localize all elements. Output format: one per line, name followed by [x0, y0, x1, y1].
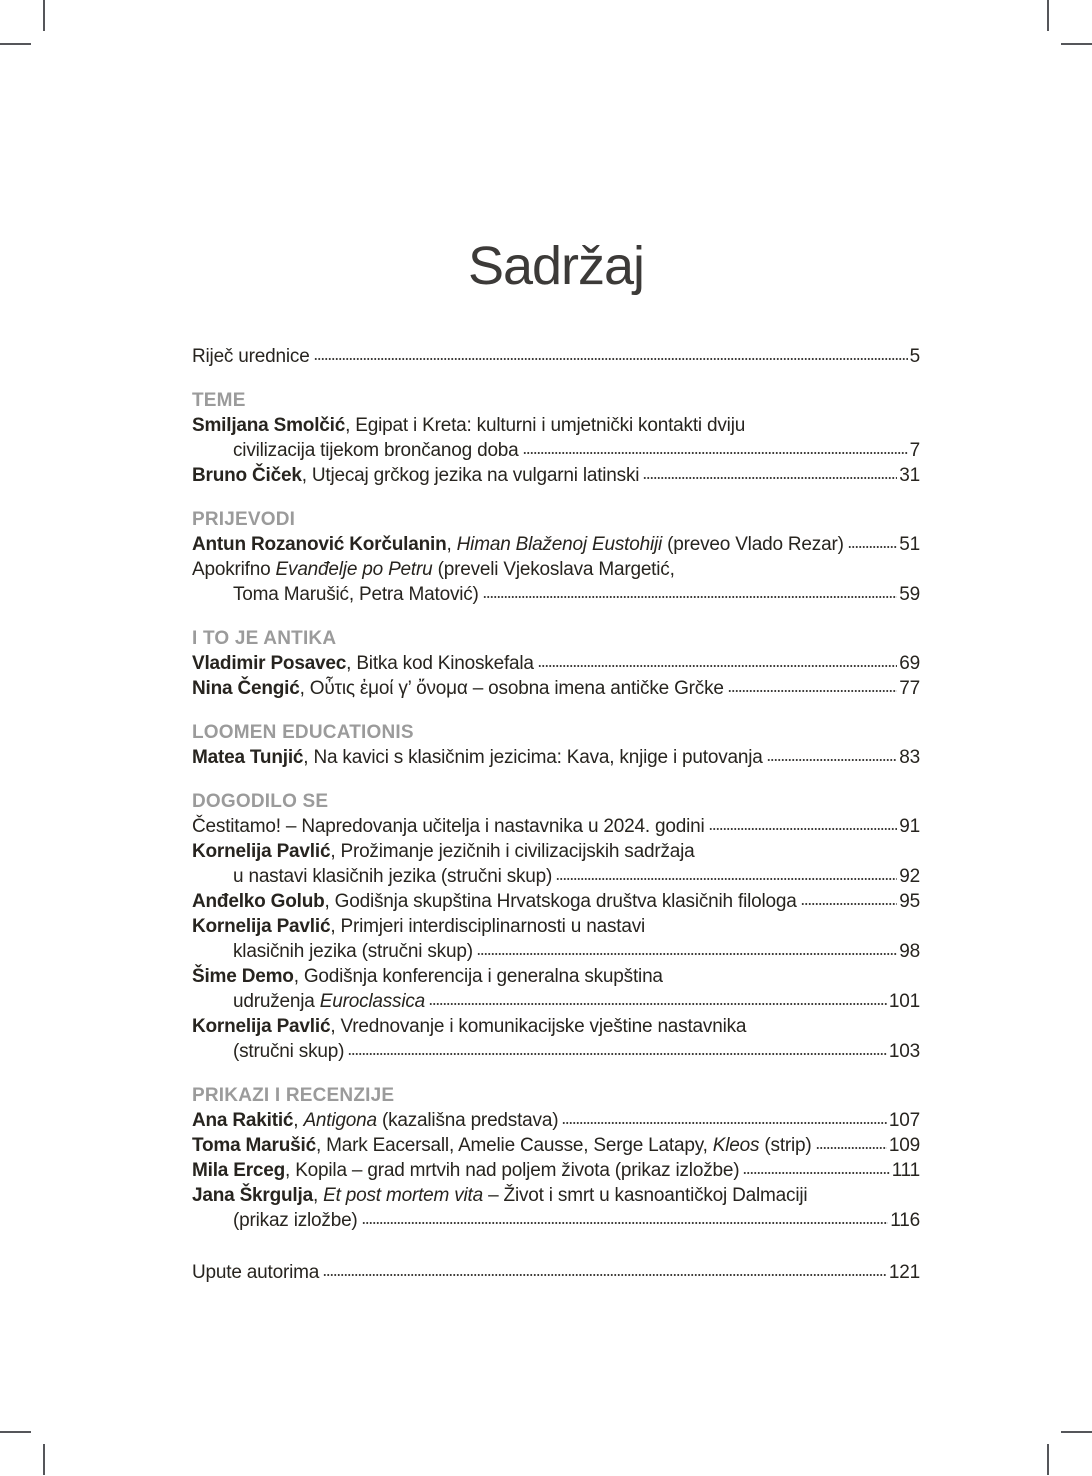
entry-author-segment: Ana Rakitić: [192, 1110, 294, 1131]
entry-text-segment: , Primjeri interdisciplinarnosti u nastavi: [330, 916, 646, 937]
crop-mark-bottom-right-vertical: [1047, 1444, 1049, 1475]
page-title: Sadržaj: [467, 236, 645, 296]
dot-leader: [348, 1052, 887, 1056]
section-heading: PRIJEVODI: [192, 509, 296, 530]
page-number: 111: [891, 1160, 920, 1181]
toc-entry-line: [192, 463, 920, 488]
entry-author-segment: Šime Demo: [192, 966, 294, 987]
toc-section: [192, 344, 920, 369]
entry-text-segment: udruženja: [233, 991, 320, 1012]
entry-text: [192, 532, 844, 557]
crop-mark-bottom-left-vertical: [43, 1444, 45, 1475]
dot-leader: [743, 1171, 889, 1175]
entry-text-segment: ,: [293, 1110, 304, 1131]
page-number: 103: [888, 1041, 920, 1062]
crop-mark-bottom-right-horizontal: [1061, 1431, 1092, 1433]
dot-leader: [709, 827, 898, 831]
entry-text-segment: (preveo Vlado Rezar): [662, 534, 844, 555]
page-number: 83: [899, 747, 920, 768]
entry-text-segment: , Godišnja konferencija i generalna skupština: [293, 966, 663, 987]
toc-entry-line: [192, 814, 920, 839]
entry-text-segment: , Na kavici s klasičnim jezicima: Kava, knjige i putovanja: [303, 747, 763, 768]
entry-text: [192, 1108, 558, 1133]
entry-text: [192, 1133, 812, 1158]
dot-leader: [429, 1002, 887, 1006]
toc-entry-line: [192, 989, 920, 1014]
section-heading: LOOMEN EDUCATIONIS: [192, 722, 414, 743]
entry-author-segment: Kornelija Pavlić: [192, 841, 331, 862]
dot-leader: [643, 476, 897, 480]
entry-text-segment: , Kopila – grad mrtvih nad poljem života (prikaz izložbe): [285, 1160, 740, 1181]
page-number: 51: [899, 534, 920, 555]
entry-author-segment: Toma Marušić: [192, 1135, 316, 1156]
crop-mark-top-right-horizontal: [1061, 43, 1092, 45]
dot-leader: [323, 1273, 887, 1277]
entry-italic-title-segment: Evanđelje po Petru: [275, 559, 433, 580]
toc-entry-line: [192, 557, 920, 582]
toc-entry-line: [192, 745, 920, 770]
entry-text-segment: Toma Marušić, Petra Matović): [233, 584, 479, 605]
entry-text-segment: Riječ urednice: [192, 346, 310, 367]
page-number: 98: [899, 941, 920, 962]
entry-text-segment: Upute autorima: [192, 1262, 320, 1283]
toc-entry-line: [192, 676, 920, 701]
toc-entry-line: [192, 1039, 920, 1064]
toc-entry-line: [192, 1133, 920, 1158]
entry-text: [192, 1183, 807, 1208]
entry-author-segment: Kornelija Pavlić: [192, 1016, 331, 1037]
entry-italic-title-segment: Euroclassica: [319, 991, 426, 1012]
page-number: 92: [899, 866, 920, 887]
page-number: 7: [909, 440, 920, 461]
entry-text-segment: (kazališna predstava): [376, 1110, 559, 1131]
toc-entry-line: [192, 1014, 920, 1039]
entry-text-segment: Apokrifno: [192, 559, 276, 580]
toc-entry-line: [192, 914, 920, 939]
toc-entry-line: [192, 839, 920, 864]
entry-text: [192, 814, 705, 839]
entry-author-segment: Bruno Čiček: [192, 465, 302, 486]
entry-text: [192, 914, 645, 939]
dot-leader: [556, 877, 897, 881]
entry-author-segment: Antun Rozanović Korčulanin: [192, 534, 447, 555]
entry-author-segment: Matea Tunjić: [192, 747, 304, 768]
toc-entry-line: [192, 1208, 920, 1233]
entry-author-segment: Smiljana Smolčić: [192, 415, 346, 436]
entry-italic-title-segment: Antigona: [303, 1110, 377, 1131]
toc-entry-line: [192, 438, 920, 463]
entry-text: [233, 438, 519, 463]
page-number: 101: [888, 991, 920, 1012]
entry-text-segment: , Godišnja skupština Hrvatskoga društva klasičnih filologa: [324, 891, 797, 912]
entry-text: [192, 1260, 319, 1285]
page-number: 5: [909, 346, 920, 367]
toc-section: [192, 789, 920, 1064]
entry-author-segment: Mila Erceg: [192, 1160, 286, 1181]
dot-leader: [728, 689, 898, 693]
entry-text: [233, 989, 425, 1014]
page-number: 59: [899, 584, 920, 605]
entry-text-segment: ,: [446, 534, 457, 555]
toc-entry-line: [192, 582, 920, 607]
entry-text-segment: , Vrednovanje i komunikacijske vještine nastavnika: [330, 1016, 747, 1037]
dot-leader: [848, 545, 898, 549]
entry-text: [233, 939, 473, 964]
entry-text-segment: , Egipat i Kreta: kulturni i umjetnički kontakti dviju: [345, 415, 746, 436]
crop-mark-top-right-vertical: [1047, 0, 1049, 31]
entry-italic-title-segment: Kleos: [712, 1135, 760, 1156]
entry-text-segment: (strip): [759, 1135, 812, 1156]
entry-author-segment: Anđelko Golub: [192, 891, 325, 912]
page-content: [192, 238, 920, 1285]
page-number: 109: [888, 1135, 920, 1156]
toc-section: [192, 1083, 920, 1233]
entry-text: [192, 745, 763, 770]
dot-leader: [538, 664, 897, 668]
entry-text-segment: civilizacija tijekom brončanog doba: [233, 440, 519, 461]
entry-text: [233, 864, 552, 889]
entry-text: [192, 964, 663, 989]
entry-italic-title-segment: Himan Blaženoj Eustohiji: [456, 534, 663, 555]
toc-section: [192, 388, 920, 488]
entry-italic-title-segment: Et post mortem vita: [323, 1185, 484, 1206]
dot-leader: [362, 1221, 889, 1225]
toc: [192, 344, 920, 1285]
entry-text: [192, 413, 745, 438]
entry-text: [233, 1039, 344, 1064]
entry-text: [192, 651, 534, 676]
entry-text-segment: u nastavi klasičnih jezika (stručni skup): [233, 866, 553, 887]
entry-text-segment: , Bitka kod Kinoskefala: [346, 653, 534, 674]
page-number: 77: [899, 678, 920, 699]
entry-author-segment: Nina Čengić: [192, 678, 300, 699]
toc-entry-line: [192, 1260, 920, 1285]
entry-author-segment: Vladimir Posavec: [192, 653, 347, 674]
toc-section: [192, 1260, 920, 1285]
dot-leader: [523, 451, 908, 455]
crop-mark-top-left-horizontal: [0, 43, 31, 45]
crop-mark-bottom-left-horizontal: [0, 1431, 31, 1433]
entry-text-segment: (stručni skup): [233, 1041, 345, 1062]
dot-leader: [562, 1121, 887, 1125]
toc-entry-line: [192, 939, 920, 964]
entry-text-segment: (preveli Vjekoslava Margetić,: [432, 559, 675, 580]
toc-entry-line: [192, 864, 920, 889]
toc-entry-line: [192, 344, 920, 369]
page-number: 91: [899, 816, 920, 837]
section-heading: TEME: [192, 390, 246, 411]
section-heading: PRIKAZI I RECENZIJE: [192, 1085, 395, 1106]
toc-entry-line: [192, 889, 920, 914]
entry-text: [192, 839, 695, 864]
page-number: 107: [888, 1110, 920, 1131]
dot-leader: [477, 952, 897, 956]
entry-text-segment: klasičnih jezika (stručni skup): [233, 941, 473, 962]
entry-text-segment: – Život i smrt u kasnoantičkoj Dalmaciji: [483, 1185, 808, 1206]
entry-author-segment: Kornelija Pavlić: [192, 916, 331, 937]
page-number: 121: [888, 1262, 920, 1283]
entry-text-segment: ,: [312, 1185, 324, 1206]
toc-entry-line: [192, 651, 920, 676]
dot-leader: [801, 902, 898, 906]
toc-section: [192, 626, 920, 701]
crop-mark-top-left-vertical: [43, 0, 45, 31]
dot-leader: [483, 595, 898, 599]
section-heading: DOGODILO SE: [192, 791, 329, 812]
entry-text: [192, 463, 639, 488]
toc-section: [192, 720, 920, 770]
entry-text: [192, 1014, 746, 1039]
page-number: 69: [899, 653, 920, 674]
entry-text-segment: , Prožimanje jezičnih i civilizacijskih sadržaja: [330, 841, 695, 862]
entry-text: [233, 582, 479, 607]
page-number: 95: [899, 891, 920, 912]
entry-text-segment: , Utjecaj grčkog jezika na vulgarni latinski: [301, 465, 640, 486]
entry-text: [192, 557, 675, 582]
dot-leader: [767, 758, 898, 762]
entry-text-segment: (prikaz izložbe): [233, 1210, 358, 1231]
entry-text-segment: , Mark Eacersall, Amelie Causse, Serge Latapy,: [315, 1135, 713, 1156]
entry-text: [192, 1158, 739, 1183]
dot-leader: [816, 1146, 887, 1150]
toc-section: [192, 507, 920, 607]
toc-entry-line: [192, 1108, 920, 1133]
dot-leader: [314, 357, 908, 361]
toc-entry-line: [192, 1183, 920, 1208]
entry-text: [192, 676, 724, 701]
entry-author-segment: Jana Škrgulja: [192, 1185, 313, 1206]
toc-entry-line: [192, 1158, 920, 1183]
entry-text: [233, 1208, 358, 1233]
section-heading: I TO JE ANTIKA: [192, 628, 337, 649]
toc-entry-line: [192, 964, 920, 989]
page-number: 116: [890, 1210, 920, 1231]
entry-text: [192, 344, 310, 369]
entry-text-segment: Čestitamo! – Napredovanja učitelja i nastavnika u 2024. godini: [192, 816, 705, 837]
entry-text: [192, 889, 797, 914]
entry-text-segment: , Οὖτις ἐμοί γ’ ὄνομα – osobna imena antičke Grčke: [299, 678, 724, 699]
page-number: 31: [899, 465, 920, 486]
toc-entry-line: [192, 413, 920, 438]
toc-entry-line: [192, 532, 920, 557]
